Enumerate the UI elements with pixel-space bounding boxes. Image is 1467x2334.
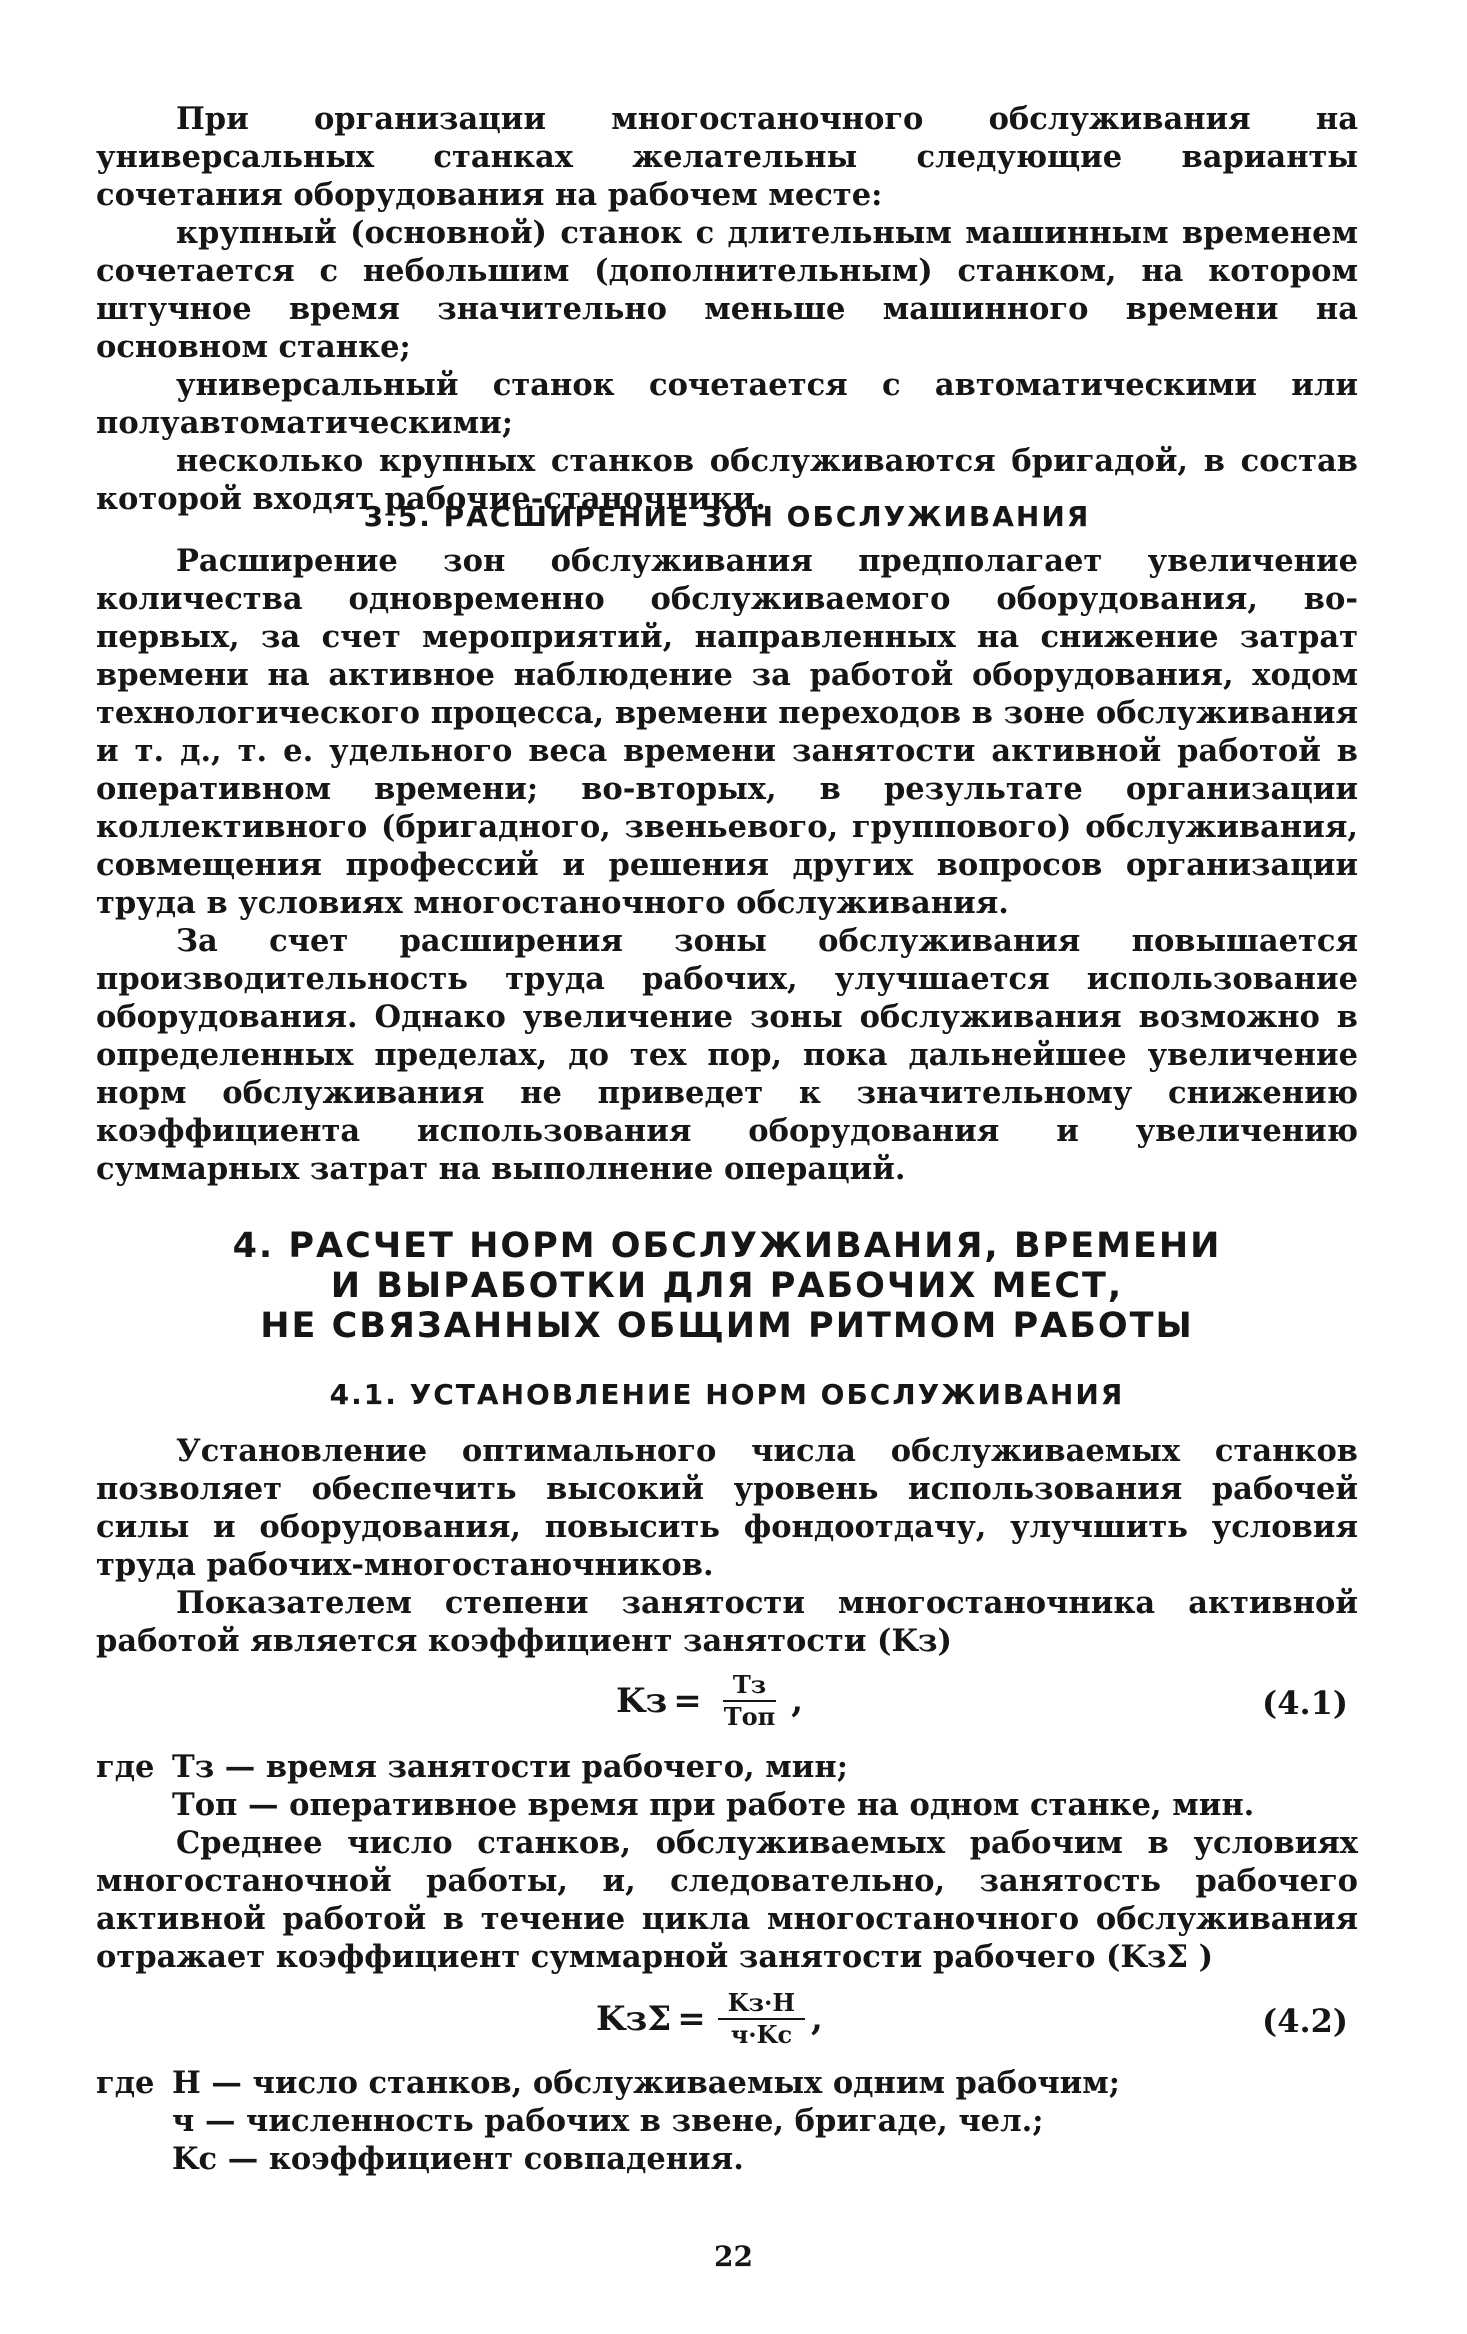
body-paragraph: Установление оптимального числа обслуживаемых станков позволяет обеспечить высокий уровень использования рабочей силы и оборудования, повысить фондоотдачу, улучшить условия труда рабочих-многостаночников. bbox=[96, 1433, 1358, 1583]
body-paragraph: Расширение зон обслуживания предполагает увеличение количества одновременно обслуживаемого оборудования, во-первых, за счет мероприятий, направленных на снижение затрат времени на активное наблюдение за работой оборудования, ходом технологического процесса, времени переходов в зоне обслуживания и т. д., т. е. удельного веса времени занятости активной работой в оперативном времени; во-вторых, в результате организации коллективного (бригадного, звеньевого, группового) обслуживания, совмещения профессий и решения других вопросов организации труда в условиях многостаночного обслуживания. bbox=[96, 543, 1358, 921]
section-4-1-continued bbox=[96, 1824, 1358, 1976]
chapter-title-line: 4. РАСЧЕТ НОРМ ОБСЛУЖИВАНИЯ, ВРЕМЕНИ bbox=[232, 1226, 1222, 1266]
definition-text: Tоп — оперативное время при работе на одном станке, мин. bbox=[172, 1787, 1255, 1823]
fraction-numerator: Tз bbox=[723, 1672, 776, 1702]
formula-fraction bbox=[714, 1672, 785, 1730]
definition-lead bbox=[96, 2140, 152, 2178]
chapter-title-line: НЕ СВЯЗАННЫХ ОБЩИМ РИТМОМ РАБОТЫ bbox=[260, 1306, 1194, 1346]
formula-4-1-definitions bbox=[96, 1748, 1358, 1824]
body-paragraph: За счет расширения зоны обслуживания повышается производительность труда рабочих, улучшается использование оборудования. Однако увеличение зоны обслуживания возможно в определенных пределах, до тех пор, пока дальнейшее увеличение норм обслуживания не приведет к значительному снижению коэффициента использования оборудования и увеличению суммарных затрат на выполнение операций. bbox=[96, 923, 1358, 1187]
formula-equals: = bbox=[673, 1681, 702, 1721]
definition-text: Kс — коэффициент совпадения. bbox=[172, 2141, 744, 2177]
definition-text: H — число станков, обслуживаемых одним рабочим; bbox=[172, 2065, 1121, 2101]
fraction-denominator: Tоп bbox=[723, 1702, 776, 1731]
definition-text: Tз — время занятости рабочего, мин; bbox=[172, 1749, 848, 1785]
section-3-5 bbox=[96, 498, 1358, 1188]
intro-paragraph: При организации многостаночного обслуживания на универсальных станках желательны следующие варианты сочетания оборудования на рабочем месте: bbox=[96, 101, 1358, 213]
definition-lead bbox=[96, 1786, 152, 1824]
definition-row bbox=[96, 2102, 1358, 2140]
definition-row bbox=[96, 1786, 1358, 1824]
equation-number: (4.2) bbox=[1262, 2002, 1348, 2040]
section-heading: 4.1. УСТАНОВЛЕНИЕ НОРМ ОБСЛУЖИВАНИЯ bbox=[329, 1378, 1125, 1411]
definition-lead: где bbox=[96, 2065, 155, 2101]
formula-4-2 bbox=[596, 1990, 823, 2048]
intro-block bbox=[96, 100, 1358, 518]
page-number: 22 bbox=[714, 2240, 753, 2273]
definition-row bbox=[96, 2064, 1358, 2102]
equation-number: (4.1) bbox=[1262, 1684, 1348, 1722]
list-item: крупный (основной) станок с длительным машинным временем сочетается с небольшим (дополнительным) станком, на котором штучное время значительно меньше машинного времени на основном станке; bbox=[96, 215, 1358, 365]
definition-text: ч — численность рабочих в звене, бригаде, чел.; bbox=[172, 2103, 1044, 2139]
definition-row bbox=[96, 2140, 1358, 2178]
formula-equals: = bbox=[677, 1999, 706, 2039]
fraction-denominator: ч·Kс bbox=[730, 2020, 793, 2049]
formula-trail: , bbox=[791, 1681, 804, 1721]
chapter-title-line: И ВЫРАБОТКИ ДЛЯ РАБОЧИХ МЕСТ, bbox=[330, 1266, 1124, 1306]
body-paragraph: Среднее число станков, обслуживаемых рабочим в условиях многостаночной работы, и, следовательно, занятость рабочего активной работой в течение цикла многостаночного обслуживания отражает коэффициент суммарной занятости рабочего (KзΣ ) bbox=[96, 1825, 1358, 1975]
definition-lead bbox=[96, 2102, 152, 2140]
formula-4-2-row bbox=[96, 1990, 1358, 2060]
formula-fraction bbox=[718, 1990, 805, 2048]
chapter-heading bbox=[96, 1226, 1358, 1346]
section-4-1 bbox=[96, 1376, 1358, 1660]
formula-lhs: Kз bbox=[616, 1681, 668, 1721]
fraction-numerator: Kз·H bbox=[718, 1990, 805, 2020]
formula-4-1-row bbox=[96, 1672, 1358, 1742]
formula-4-2-definitions bbox=[96, 2064, 1358, 2178]
list-item: универсальный станок сочетается с автоматическими или полуавтоматическими; bbox=[96, 367, 1358, 441]
formula-4-1 bbox=[616, 1672, 803, 1730]
formula-trail: , bbox=[811, 1999, 823, 2039]
section-heading: 3.5. РАСШИРЕНИЕ ЗОН ОБСЛУЖИВАНИЯ bbox=[363, 500, 1091, 533]
body-paragraph: Показателем степени занятости многостаночника активной работой является коэффициент занятости (Kз) bbox=[96, 1585, 1358, 1659]
definition-lead: где bbox=[96, 1749, 155, 1785]
list-item: несколько крупных станков обслуживаются бригадой, в состав которой входят рабочие-станочники. bbox=[96, 443, 1358, 517]
definition-row bbox=[96, 1748, 1358, 1786]
formula-lhs: KзΣ bbox=[596, 1999, 672, 2039]
